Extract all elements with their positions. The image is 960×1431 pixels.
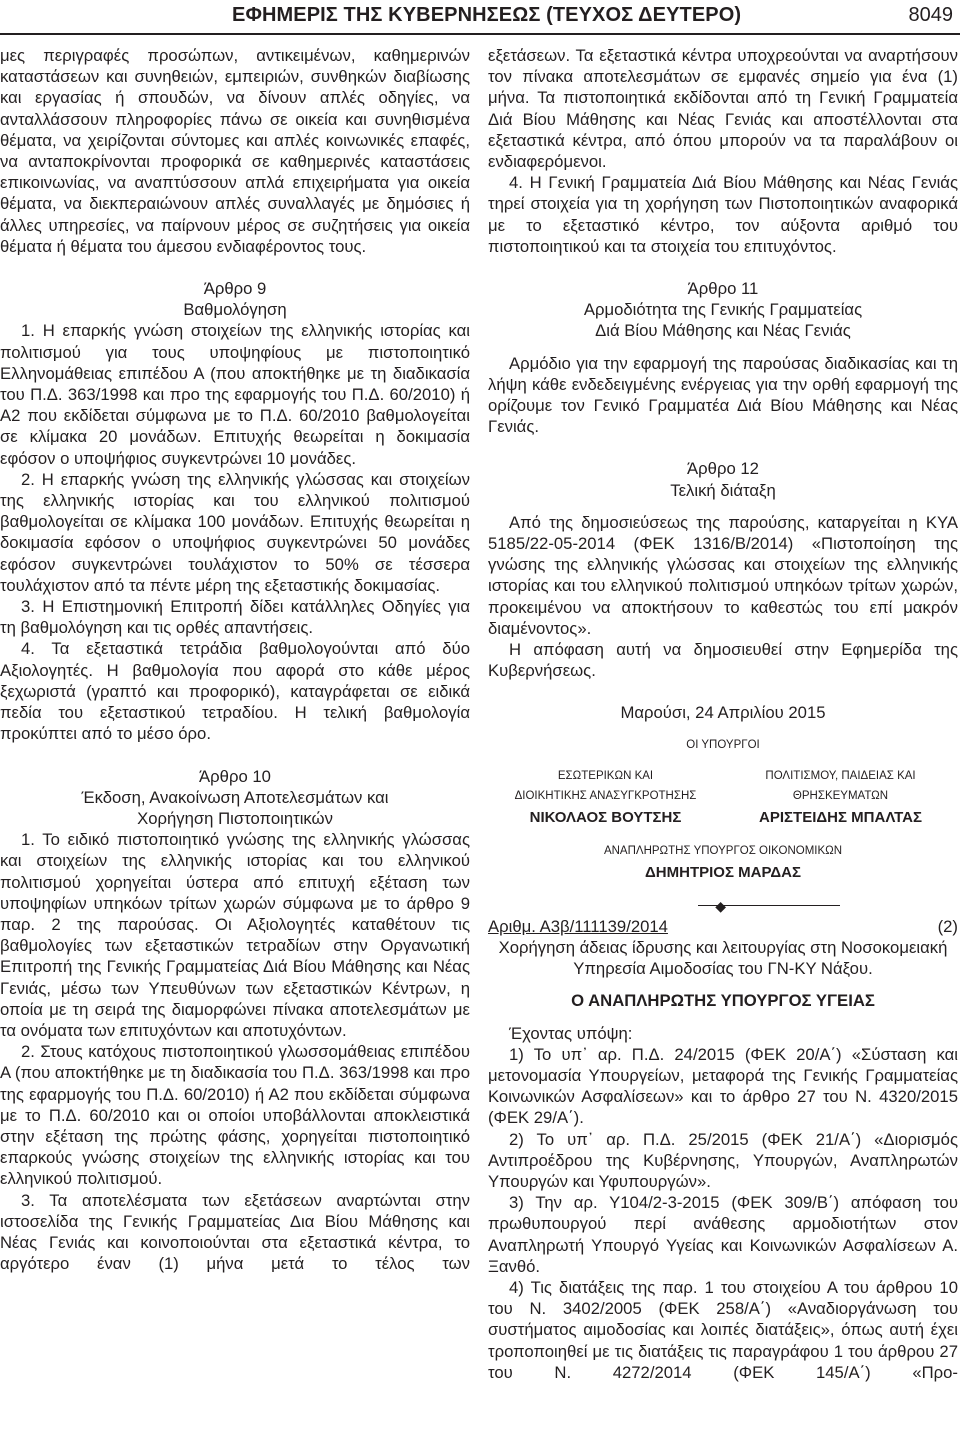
decision-title: Χορήγηση άδειας ίδρυσης και λειτουργίας στη Νοσοκομειακή Υπηρεσία Αιμοδοσίας του ΓΝ-ΚΥ Νάξου. bbox=[498, 937, 948, 979]
issuing-authority: Ο ΑΝΑΠΛΗΡΩΤΗΣ ΥΠΟΥΡΓΟΣ ΥΓΕΙΑΣ bbox=[571, 991, 875, 1011]
article-11-paragraph: Αρμόδιο για την εφαρμογή της παρούσας διαδικασίας και τη λήψη κάθε ενδεδειγμένης ενέργειας για την ορθή εφαρμογή της ορίζουμε τον Γενικό Γραμματέα Διά Βίου Μάθησης και Νέας Γενιάς. bbox=[488, 353, 958, 437]
article-12-subtitle: Τελική διάταξη bbox=[670, 480, 776, 500]
article-12-title: Άρθρο 12 bbox=[687, 459, 759, 479]
article-10-title: Άρθρο 10 bbox=[199, 766, 271, 786]
consideration-1: 1) Το υπ᾽ αρ. Π.Δ. 24/2015 (ΦΕΚ 20/Α΄) «Σύσταση και μετονομασία Υπουργείων, μεταφορά της Γενικής Γραμματείας Κοινωνικών Ασφαλίσεων» και το άρθρο 27 του Ν. 4320/2015 (ΦΕΚ 29/Α΄). bbox=[488, 1044, 958, 1128]
diamond-icon: ◆ bbox=[715, 897, 727, 914]
article-12-paragraph-2: Η απόφαση αυτή να δημοσιευθεί στην Εφημερίδα της Κυβερνήσεως. bbox=[488, 640, 958, 681]
signatures-row bbox=[488, 766, 958, 830]
article-11-title: Άρθρο 11 bbox=[687, 279, 759, 299]
article-9-title: Άρθρο 9 bbox=[203, 279, 267, 299]
decision-header bbox=[488, 916, 958, 937]
consideration-4: 4) Τις διατάξεις της παρ. 1 του στοιχείου Α του άρθρου 10 του Ν. 3402/2005 (ΦΕΚ 258/Α΄) «Αναδιοργάνωση του συστήματος αιμοδοσίας και λοιπές διατάξεις», όπως αυτή έχει τροποποιηθεί με τις διατάξεις τις παραγράφου 1 του άρθρου 27 του Ν. 4272/2014 (ΦΕΚ 145/Α΄) «Προ- bbox=[488, 1277, 958, 1382]
article-11-subtitle-line-1: Αρμοδιότητα της Γενικής Γραμματείας bbox=[583, 300, 863, 320]
signature-role: ΔΙΟΙΚΗΤΙΚΗΣ ΑΝΑΣΥΓΚΡΟΤΗΣΗΣ bbox=[514, 789, 697, 802]
article-10-paragraph-1: 1. Το ειδικό πιστοποιητικό γνώσης της ελληνικής γλώσσας και στοιχείων της ελληνικής ιστορίας και του ελληνικού πολιτισμού χορηγείται ύστερα από επιτυχή εξέταση των υποψηφίων υπηκόων τρίτων χωρών σύμφωνα με το άρθρο 9 παρ. 2 της παρούσας. Οι Αξιολογητές καταθέτουν τις βαθμολογίες των εξεταστικών τετραδίων στην Οργανωτική Επιτροπή της Γενικής Γραμματείας Διά Βίου Μάθησης και Νέας Γενιάς, μέσω των Υπευθύνων των εξεταστικών Κέντρων, η οποία με τη σειρά της διαμορφώνει πίνακα αποτελεσμάτων με τα ονόματα των επιτυχόντων και αποτυχόντων. bbox=[0, 830, 470, 1040]
consideration-2: 2) Το υπ᾽ αρ. Π.Δ. 25/2015 (ΦΕΚ 21/Α΄) «Διορισμός Αντιπροέδρου της Κυβέρνησης, Υπουργών, Αναπληρωτών Υπουργών και Υφυπουργών». bbox=[488, 1129, 958, 1191]
article-11-subtitle-line-2: Διά Βίου Μάθησης και Νέας Γενιάς bbox=[595, 321, 851, 341]
place-date: Μαρούσι, 24 Απριλίου 2015 bbox=[620, 703, 826, 723]
continued-paragraph: εξετάσεων. Τα εξεταστικά κέντρα υποχρεούνται να αναρτήσουν τον πίνακα αποτελεσμάτων σε εμφανές σημείο για ένα (1) μήνα. Τα πιστοποιητικά εκδίδονται από τη Γενική Γραμματεία Διά Βίου Μάθησης και Νέας Γενιάς και αποστέλλονται στα εξεταστικά κέντρα, από όπου μπορούν να τα παραλάβουν οι ενδιαφερόμενοι. bbox=[488, 46, 958, 172]
right-column bbox=[488, 45, 958, 1383]
consideration-3: 3) Την αρ. Υ104/2-3-2015 (ΦΕΚ 309/Β΄) απόφαση του πρωθυπουργού περί ανάθεσης αρμοδιοτήτων στον Αναπληρωτή Υπουργό Υγείας και Κοινωνικών Ασφαλίσεων Α. Ξανθό. bbox=[488, 1193, 958, 1276]
article-10-paragraph-4: 4. Η Γενική Γραμματεία Διά Βίου Μάθησης και Νέας Γενιάς τηρεί στοιχεία για τη χορήγηση των Πιστοποιητικών αναφορικά με το εξεταστικό κέντρο, τον αύξοντα αριθμό του πιστοποιητικού και τα στοιχεία του επιτυχόντος. bbox=[488, 173, 958, 256]
article-9-subtitle: Βαθμολόγηση bbox=[183, 300, 287, 320]
signature-culture bbox=[723, 766, 958, 830]
article-9-paragraph-3: 3. Η Επιστημονική Επιτροπή δίδει κατάλληλες Οδηγίες για τη βαθμολόγηση και τις ορθές απαντήσεις. bbox=[0, 597, 470, 638]
signature-role: ΠΟΛΙΤΙΣΜΟΥ, ΠΑΙΔΕΙΑΣ ΚΑΙ bbox=[765, 769, 916, 782]
signature-name: ΔΗΜΗΤΡΙΟΣ ΜΑΡΔΑΣ bbox=[645, 863, 801, 881]
article-9-paragraph-4: 4. Τα εξεταστικά τετράδια βαθμολογούνται από δύο Αξιολογητές. Η βαθμολογία που αφορά στο κάθε μέρος ξεχωριστά (γραπτό και προφορικό), καταγράφεται σε ειδικά πεδία του εξεταστικού τετραδίου. Η τελική βαθμολογία προκύπτει από το μέσο όρο. bbox=[0, 639, 470, 744]
article-9-paragraph-2: 2. Η επαρκής γνώση της ελληνικής γλώσσας και στοιχείων της ελληνικής ιστορίας και του ελληνικού πολιτισμού βαθμολογείται σε κλίμακα 100 μονάδων. Επιτυχής θεωρείται η δοκιμασία εφόσον ο υποψήφιος συγκεντρώνει 50 μονάδες εφόσον συγκεντρώνει τουλάχιστον το 50% σε τέσσερα τουλάχιστον από τα πέντε μέρη της εξεταστικής δοκιμασίας. bbox=[0, 469, 470, 595]
ministers-label: ΟΙ ΥΠΟΥΡΓΟΙ bbox=[686, 738, 760, 751]
article-10-paragraph-2: 2. Στους κατόχους πιστοποιητικού γλωσσομάθειας επιπέδου Α (που αποκτήθηκε με τη διαδικασία του Π.Δ. 363/1998 και προ της εφαρμογής του Π.Δ. 60/2010) ή Α2 που εκδίδεται σύμφωνα με το Π.Δ. 60/2010 και οι οποίοι υποβάλλονται αποκλειστικά στην εξέταση της πρώτης φάσης, χορηγείται πιστοποιητικό επαρκούς γνώσης στοιχείων της ελληνικής ιστορίας και του ελληνικού πολιτισμού. bbox=[0, 1042, 470, 1189]
article-12-paragraph-1: Από της δημοσιεύσεως της παρούσης, καταργείται η ΚΥΑ 5185/22-05-2014 (ΦΕΚ 1316/Β/2014) «Πιστοποίηση της γνώσης της ελληνικής γλώσσας και στοιχείων της ελληνικής ιστορίας και του ελληνικού πολιτισμού υπηκόων τρίτων χωρών, προκειμένου να αποκτήσουν το καθεστώς του επί μακρόν διαμένοντος». bbox=[488, 512, 958, 638]
article-10-subtitle-line-2: Χορήγηση Πιστοποιητικών bbox=[137, 808, 333, 828]
signature-interior bbox=[488, 766, 723, 830]
decision-number: Αριθμ. Α3β/111139/2014 bbox=[488, 916, 668, 936]
continued-paragraph: μες περιγραφές προσώπων, αντικειμένων, καθημερινών καταστάσεων και συνηθειών, εμπειριών, συνθηκών διαβίωσης και εργασίας ή σπουδών, να δίνουν απλές οδηγίες, να ανταλλάσσουν πληροφορίες πάνω σε οικεία και συνηθισμένα θέματα, να χειρίζονται σύντομες και απλές κοινωνικές επαφές, να ανταποκρίνονται προφορικά σε καθημερινές καταστάσεις επικοινωνίας, να αναπτύσσουν απλά επιχειρήματα για οικεία θέματα, να διεκπεραιώνουν απλές συναλλαγές με δημόσιες ή άλλες υπηρεσίες, να παίρνουν μέρος σε συζητήσεις για οικεία θέματα ή θέματα του άμεσου ενδιαφέροντος τους. bbox=[0, 46, 470, 256]
signature-role: ΑΝΑΠΛΗΡΩΤΗΣ ΥΠΟΥΡΓΟΣ ΟΙΚΟΝΟΜΙΚΩΝ bbox=[603, 844, 843, 857]
article-10-subtitle-line-1: Έκδοση, Ανακοίνωση Αποτελεσμάτων και bbox=[81, 787, 389, 807]
decision-sequence: (2) bbox=[937, 916, 958, 936]
signature-name: ΑΡΙΣΤΕΙΔΗΣ ΜΠΑΛΤΑΣ bbox=[759, 808, 922, 826]
article-10-paragraph-3: 3. Τα αποτελέσματα των εξετάσεων αναρτώνται στην ιστοσελίδα της Γενικής Γραμματείας Δια Βίου Μάθησης και Νέας Γενιάς και κοινοποιούνται στα εξεταστικά κέντρα, το αργότερο έναν (1) μήνα μετά το τέλος των bbox=[0, 1190, 470, 1274]
gazette-title: ΕΦΗΜΕΡΙΣ ΤΗΣ ΚΥΒΕΡΝΗΣΕΩΣ (ΤΕΥΧΟΣ ΔΕΥΤΕΡΟ) bbox=[232, 4, 742, 26]
signature-name: ΝΙΚΟΛΑΟΣ ΒΟΥΤΣΗΣ bbox=[529, 808, 682, 826]
signature-role: ΕΣΩΤΕΡΙΚΩΝ ΚΑΙ bbox=[557, 769, 654, 782]
section-divider bbox=[488, 896, 958, 916]
header-rule bbox=[0, 33, 960, 35]
page-number: 8049 bbox=[908, 4, 953, 26]
left-column bbox=[0, 45, 470, 1274]
signature-role: ΘΡΗΣΚΕΥΜΑΤΩΝ bbox=[792, 789, 889, 802]
having-regard: Έχοντας υπόψη: bbox=[509, 1023, 633, 1043]
article-9-paragraph-1: 1. Η επαρκής γνώση στοιχείων της ελληνικής ιστορίας και πολιτισμού για τους υποψηφίους με πιστοποιητικό Ελληνομάθειας επιπέδου Α (που αποκτήθηκε με τη διαδικασία του Π.Δ. 363/1998 και προ της εφαρμογής του Π.Δ. 60/2010) ή Α2 που εκδίδεται σύμφωνα με το Π.Δ. 60/2010 βαθμολογείται σε κλίμακα 20 μονάδων. Επιτυχής θεωρείται η δοκιμασία εφόσον ο υποψήφιος συγκεντρώνει 10 μονάδες. bbox=[0, 321, 470, 468]
